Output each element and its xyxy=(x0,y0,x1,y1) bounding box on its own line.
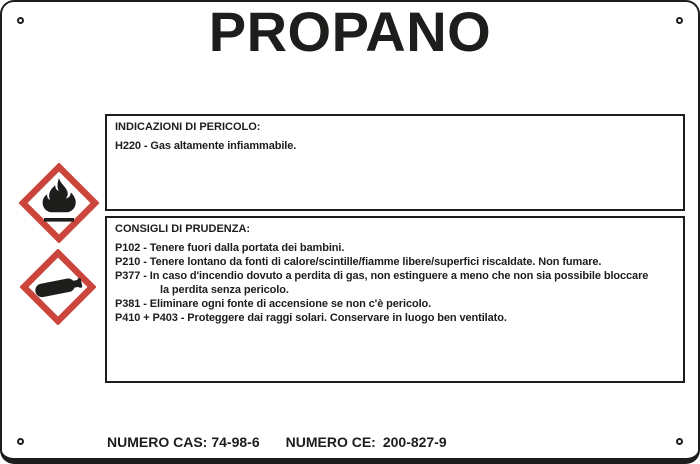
ghs02-flame-icon xyxy=(19,163,99,243)
hazard-statement: H220 - Gas altamente infiammabile. xyxy=(115,140,297,152)
screw-hole-bottom-right xyxy=(676,438,683,445)
precaution-statements-box xyxy=(105,216,685,383)
precaution-statement: P210 - Tenere lontano da fonti di calore/scintille/fiamme libere/superfici riscaldate. Non fumare. xyxy=(115,256,602,268)
precaution-statement: P381 - Eliminare ogni fonte di accensione se non c'è pericolo. xyxy=(115,298,432,310)
precaution-box-header: CONSIGLI DI PRUDENZA: xyxy=(115,223,251,235)
ce-number-label: NUMERO CE: xyxy=(285,434,376,450)
cas-number-label: NUMERO CAS: xyxy=(107,434,208,450)
ghs04-gas-cylinder-icon xyxy=(20,249,96,325)
precaution-statement: P410 + P403 - Proteggere dai raggi solari. Conservare in luogo ben ventilato. xyxy=(115,312,507,324)
precaution-statement: P377 - In caso d'incendio dovuto a perdita di gas, non estinguere a meno che non sia possibile bloccare xyxy=(115,270,649,282)
hazard-statements-box xyxy=(105,114,685,211)
hazard-box-header: INDICAZIONI DI PERICOLO: xyxy=(115,121,261,133)
cas-number-value: 74-98-6 xyxy=(211,434,260,450)
ce-number-value: 200-827-9 xyxy=(382,434,447,450)
identifier-numbers xyxy=(107,435,447,449)
screw-hole-bottom-left xyxy=(17,438,24,445)
precaution-statement-continuation: la perdita senza pericolo. xyxy=(160,284,289,296)
precaution-statement: P102 - Tenere fuori dalla portata dei bambini. xyxy=(115,242,345,254)
page-title: PROPANO xyxy=(208,0,492,63)
